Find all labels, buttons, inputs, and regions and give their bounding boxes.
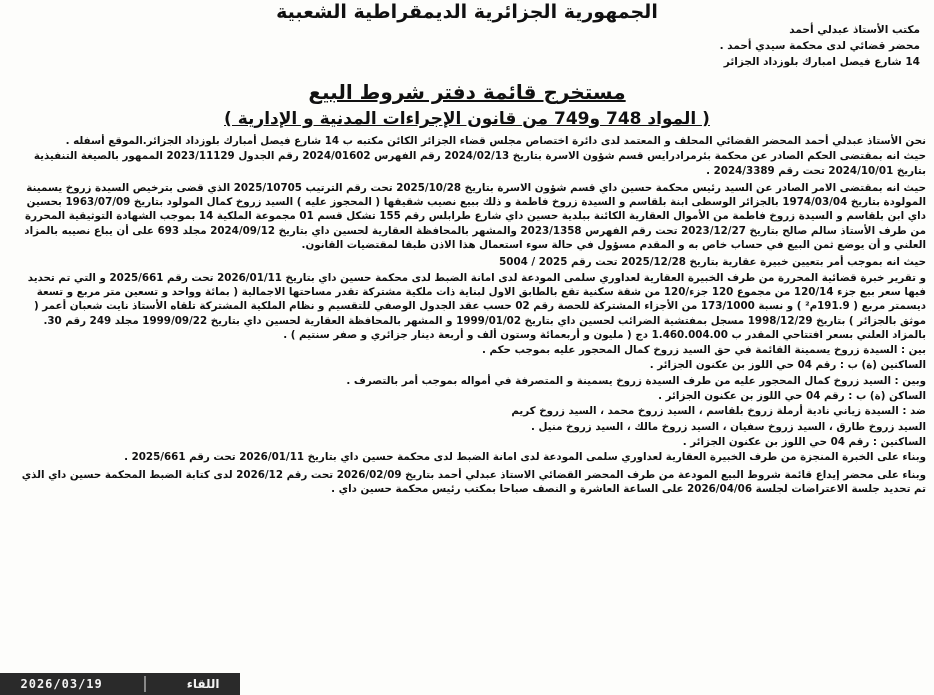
- paragraph-party-between: بين : السيدة زروخ يسمينة القائمة في حق السيد زروخ كمال المحجور عليه بموجب حكم .: [482, 344, 926, 357]
- document-title: مستخرج قائمة دفتر شروط البيع: [308, 80, 626, 104]
- paragraph-expert-report: و تقرير خبرة قضائية المحررة من طرف الخبيرة العقارية لعداوري سلمى المودعة لدى امانة الضبط لدى محكمة حسين داي بتاريخ 2026/01/11 تحت رقم 2025/661 و التي تم تحديد فيها سعر بيع جزء 120/14 من مجموع 120 جزء/120 من شقة سكنية تقع بالطابق الاول لبناية ذات ملكية مشتركة تقدر مساحتها الاجمالية ( بمائة وواحد و تسعين متر مربع و تسعة ديسمتر مربع ( 191.9م² ) و نسبة 173/1000 من الأجزاء المشتركة للحصة رقم 02 حسب عقد الجدول الوصفي للتقسيم و نظام الملكية المشتركة تلقاه الأستاذ نايت شعبان أعمر ( موثق بالجزائر ) بتاريخ 1998/12/29 مسجل بمفتشية الضرائب لحسين داي بتاريخ 1999/01/02 و المشهر بالمحافظة العقارية لحسين داي بتاريخ 1999/09/22 مجلد 249 رقم 30. بالمزاد العلني بسعر افتتاحي المقدر ب 1.460.004.00 دج ( مليون و أربعمائة وستون ألف و أربعة دينار جزائري و صفر سنتيم ) .: [27, 271, 926, 341]
- newspaper-footer: [0, 673, 240, 695]
- republic-header: الجمهورية الجزائرية الديمقراطية الشعبية: [276, 1, 658, 23]
- office-line: محضر قضائي لدى محكمة سيدي أحمد .: [719, 40, 920, 52]
- paragraph-party-and: وبين : السيد زروخ كمال المحجور عليه من طرف السيدة زروخ يسمينة و المتصرفة في أمواله بموجب أمر بالتصرف .: [346, 374, 926, 387]
- newspaper-name: اللقاء: [186, 677, 220, 691]
- paragraph-against-cont: السيد زروخ طارق ، السيد زروخ سفيان ، السيد زروخ مالك ، السيد زروخ منيل .: [531, 420, 926, 433]
- paragraph-address: الساكن (ة) ب : رقم 04 حي اللوز بن عكنون الجزائر .: [658, 390, 926, 403]
- paragraph-expertise: وبناء على الخبرة المنجزة من طرف الخبيرة العقارية لعداوري سلمى المودعة لدى امانة الضبط لدى محكمة حسين داي بتاريخ 2026/01/11 تحت رقم 2025/661 .: [124, 451, 926, 464]
- paragraph-expert-order: حيث انه بموجب أمر بتعيين خبيرة عقارية بتاريخ 2025/12/28 تحت رقم 2025 / 5004: [499, 256, 926, 269]
- paragraph-judgment: حيث انه بمقتضى الحكم الصادر عن محكمة بئرمرادرايس قسم شؤون الاسرة بتاريخ 2024/02/13 رقم الفهرس 2024/01602 رقم الجدول 2023/11129 الممهور بالصيغة التنفيذية بتاريخ 2024/10/01 تحت رقم 2024/3389 .: [33, 150, 926, 177]
- office-block: [480, 22, 920, 70]
- document-body: [8, 134, 926, 497]
- paragraph-address: الساكنين (ة) ب : رقم 04 حي اللوز بن عكنون الجزائر .: [649, 359, 926, 372]
- paragraph-deposit: وبناء على محضر إيداع قائمة شروط البيع المودعة من طرف المحضر القضائي الاستاذ عبدلي أحمد بتاريخ 2026/02/09 تحت رقم 2026/12 لدى كتابة الضبط المحكمة حسين داي الذي تم تحديد جلسة الاعتراضات لجلسة 2026/04/06 على الساعة العاشرة و النصف صباحا بمكتب رئيس محكمة حسين داي .: [21, 468, 926, 495]
- paragraph-against: ضد : السيدة زياني نادية أرملة زروخ بلقاسم ، السيد زروخ محمد ، السيد زروخ كريم: [511, 405, 926, 418]
- paragraph-order: حيث انه بمقتضى الامر الصادر عن السيد رئيس محكمة حسين داي قسم شؤون الاسرة بتاريخ 2025/10/28 تحت رقم الترتيب 2025/10705 الذي قضى بترخيص السيدة زروخ يسمينة المولودة بتاريخ 1974/03/04 بالجزائر الوسطى ابنة بلقاسم و السيدة زروخ فاطمة و ذلك ببيع نصيب شقيقها ( المحجوز عليه ) السيد زروخ كمال المولود بتاريخ 1963/07/09 بحسين داي ابن بلقاسم و السيدة زروخ فاطمة من الأموال العقارية الكائنة ببلدية حسين داي شارع طرابلس رقم 155 تشكل قسم 01 مجموعة الملكية 14 بموجب الشهادة التوثيقية المحررة من طرف الأستاذ سالم صالح بتاريخ 2023/12/27 تحت رقم الفهرس 2023/1358 والمشهر بالمحافظة العقارية لحسين داي بتاريخ 2024/09/12 مجلد 693 على أن يباع نصيبه بالمزاد العلني و أن يوضع ثمن البيع في حساب خاص به و المقدم مسؤول في حالة سوء استعمال هذا الاذن طبقا لمقتضيات القانون.: [24, 181, 926, 252]
- publication-date: 2026/03/19: [20, 677, 103, 691]
- paragraph-address: الساكنين : رقم 04 حي اللوز بن عكنون الجزائر .: [682, 435, 926, 448]
- footer-divider: [144, 676, 146, 692]
- document-subtitle: ( المواد 748 و749 من قانون الإجراءات المدنية و الإدارية ): [224, 109, 710, 129]
- paragraph-intro: نحن الأستاذ عبدلي أحمد المحضر القضائي المحلف و المعتمد لدى دائرة اختصاص مجلس قضاء الجزائر الكائن مكتبه ب 14 شارع فيصل أمبارك بلوزداد الجزائر.الموقع أسفله .: [65, 135, 926, 147]
- office-line: مكتب الأستاذ عبدلي أحمد: [789, 24, 920, 36]
- office-line: 14 شارع فيصل امبارك بلوزداد الجزائر: [723, 56, 920, 68]
